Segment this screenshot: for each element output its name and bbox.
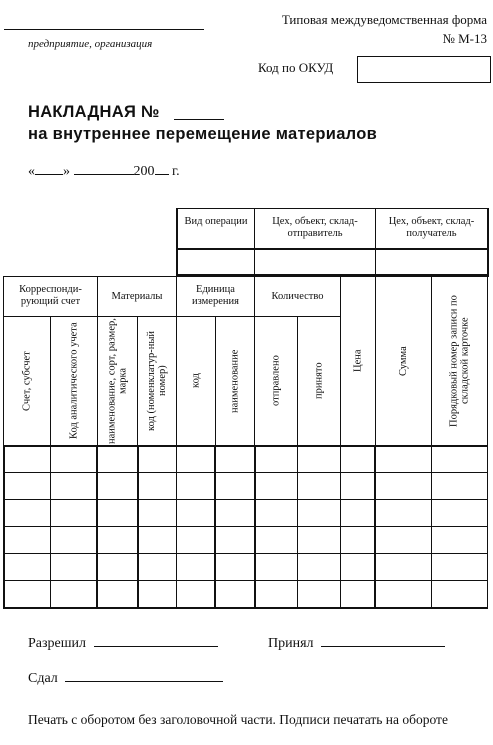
quantity-block [254,445,376,609]
analytic-code-header: Код аналитического учета [68,322,80,440]
allowed-signature [28,634,218,652]
form-number: № М-13 [442,31,487,46]
unit-code-header: код [190,373,202,389]
operation-type-header: Вид операции [184,216,248,227]
receiver-cell[interactable] [376,250,487,274]
organization-line [4,29,204,30]
print-note [2,711,490,728]
price-header: Цена [352,349,364,373]
handed-signature-line[interactable] [65,669,223,682]
okud-code-box[interactable] [357,56,491,83]
sender-header: Цех, объект, склад-отправитель [272,216,358,239]
date-month-line[interactable] [74,162,134,175]
correspondent-block [3,445,98,609]
handed-label: Сдал [28,671,58,686]
unit-name-header: наименование [229,349,241,413]
okud-label: Код по ОКУД [258,60,334,75]
allowed-signature-line[interactable] [94,634,218,647]
received-header: принято [313,362,325,400]
received-signature [268,634,445,652]
allowed-label: Разрешил [28,636,87,651]
materials-header: Материалы [111,291,163,302]
sender-cell[interactable] [255,250,375,274]
document-number-line[interactable] [174,119,224,120]
account-subaccount-header: Счет, субсчет [21,351,33,411]
form-type: Типовая междуведомственная форма [281,12,487,27]
material-code-header: код (номенклатур-ный номер) [146,330,168,432]
sent-header: отправлено [270,355,282,407]
material-code-block [137,445,216,609]
received-signature-line[interactable] [321,634,445,647]
handed-signature [28,669,223,687]
date-close-quote: » [63,164,70,179]
sum-header: Сумма [398,346,409,376]
card-record-number-header: Порядковый номер записи по складской карточке [448,295,471,427]
organization-caption: предприятие, организация [28,38,153,50]
receiver-header: Цех, объект, склад-получатель [388,216,475,239]
quantity-header: Количество [271,291,324,302]
correspondent-account-header: Корреспонди-рующий счет [19,284,82,307]
date-year-line[interactable] [155,162,169,175]
operation-type-cell[interactable] [178,250,254,274]
date-open-quote: « [28,164,35,179]
unit-header: Единица измерения [192,284,239,307]
received-label: Принял [268,636,314,651]
date-year-suffix: г. [172,164,180,179]
date-day-line[interactable] [35,162,63,175]
document-subtitle: на внутреннее перемещение материалов [28,125,378,143]
date-year-prefix: 200 [133,164,155,179]
document-title: НАКЛАДНАЯ № [28,103,160,121]
date-row [28,162,180,180]
print-note-text: Печать с оборотом без заголовочной части. Подписи печатать на обороте [28,712,448,727]
material-name-header: наименование, сорт, размер, марка [106,318,129,444]
